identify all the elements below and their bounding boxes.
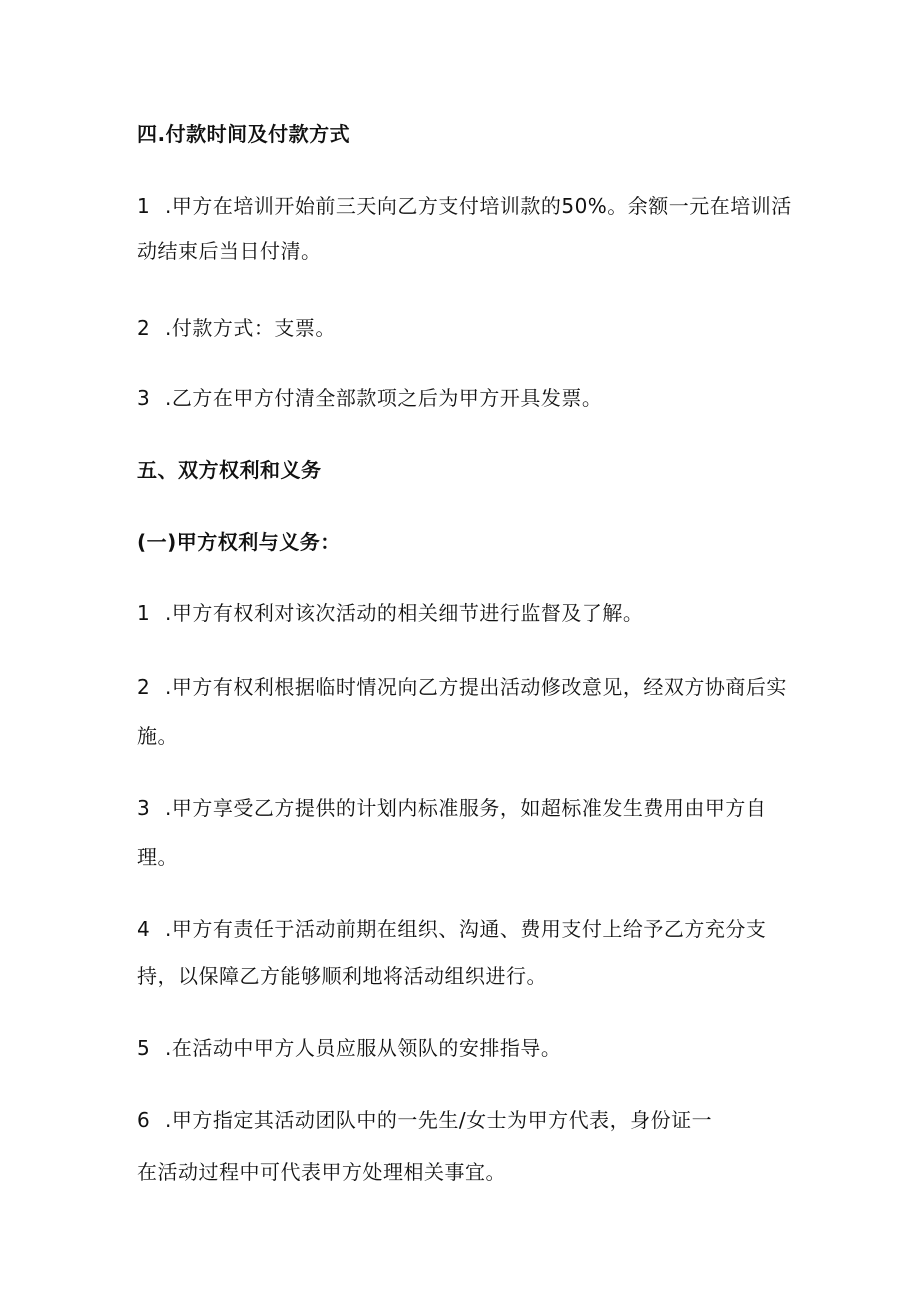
- section-4-item-1-line-1: [137, 192, 792, 220]
- item-number: 3: [137, 386, 151, 410]
- section-5-subheading: (一)甲方权利与义务：: [137, 530, 341, 554]
- item-text: .甲方在培训开始前三天向乙方支付培训款的50%。余额一元在培训活: [165, 194, 792, 218]
- item-number: 4: [137, 917, 151, 941]
- item-number: 2: [137, 316, 151, 340]
- item-number: 3: [137, 796, 151, 820]
- item-text: .甲方指定其活动团队中的一先生/女士为甲方代表，身份证一: [165, 1108, 713, 1132]
- item-text: .甲方有权利对该次活动的相关细节进行监督及了解。: [165, 601, 644, 625]
- item-text: .乙方在甲方付清全部款项之后为甲方开具发票。: [165, 386, 603, 410]
- section-5-item-6-line-2: 在活动过程中可代表甲方处理相关事宜。: [137, 1160, 506, 1184]
- section-5-item-2-line-2: 施。: [137, 724, 178, 748]
- section-5-item-1: [137, 599, 643, 627]
- item-number: 1: [137, 194, 151, 218]
- item-number: 5: [137, 1036, 151, 1060]
- section-5-item-3-line-2: 理。: [137, 845, 178, 869]
- item-number: 6: [137, 1108, 151, 1132]
- item-text: .甲方享受乙方提供的计划内标准服务，如超标准发生费用由甲方自: [165, 796, 767, 820]
- item-number: 1: [137, 601, 151, 625]
- item-text: .在活动中甲方人员应服从领队的安排指导。: [165, 1036, 562, 1060]
- section-4-item-3: [137, 384, 602, 412]
- section-5-item-4-line-1: [137, 915, 766, 943]
- section-5-item-4-line-2: 持，以保障乙方能够顺利地将活动组织进行。: [137, 964, 547, 988]
- section-5-item-3-line-1: [137, 794, 766, 822]
- section-4-item-1-line-2: 动结束后当日付清。: [137, 239, 322, 263]
- item-text: .付款方式：支票。: [165, 316, 336, 340]
- section-4-item-2: [137, 314, 336, 342]
- section-5-item-5: [137, 1034, 561, 1062]
- section-5-item-2-line-1: [137, 673, 787, 701]
- item-text: .甲方有权利根据临时情况向乙方提出活动修改意见，经双方协商后实: [165, 675, 787, 699]
- item-text: .甲方有责任于活动前期在组织、沟通、费用支付上给予乙方充分支: [165, 917, 767, 941]
- item-number: 2: [137, 675, 151, 699]
- section-5-item-6-line-1: [137, 1106, 712, 1134]
- section-4-heading: 四.付款时间及付款方式: [137, 122, 351, 146]
- section-5-heading: 五、双方权利和义务: [137, 458, 322, 482]
